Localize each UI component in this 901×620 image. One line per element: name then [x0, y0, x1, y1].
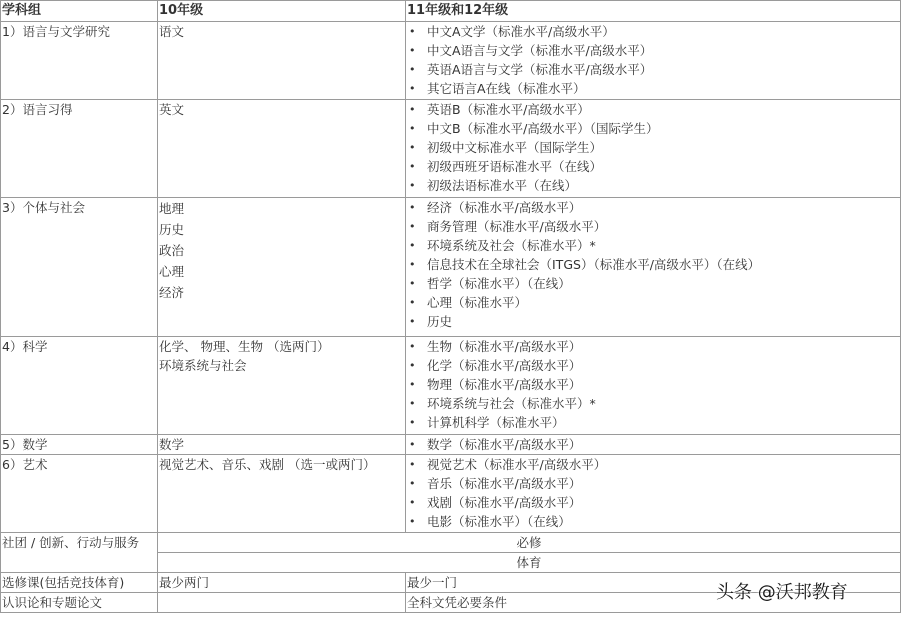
grade10-course: 地理 [159, 201, 185, 216]
cas-required: 必修 [158, 533, 901, 553]
list-item: • 初级中文标准水平（国际学生） [407, 138, 899, 157]
list-item: • 哲学（标准水平）（在线） [407, 274, 899, 293]
grade10-course: 政治 [159, 243, 185, 258]
elective-grade1112: 最少一门 [406, 573, 901, 593]
grade10-course: 经济 [159, 285, 185, 300]
pe-cell: 体育 [158, 553, 901, 573]
grade10-course: 数学 [159, 437, 185, 452]
list-item: • 信息技术在全球社会（ITGS）（标准水平/高级水平）（在线） [407, 255, 899, 274]
grade10-cell [158, 22, 406, 100]
watermark: 头条 @沃邦教育 [716, 582, 848, 603]
header-subject-group: 学科组 [1, 1, 158, 22]
grade1112-cell [406, 455, 901, 533]
list-item: • 商务管理（标准水平/高级水平） [407, 217, 899, 236]
list-item: • 其它语言A在线（标准水平） [407, 79, 899, 98]
grade10-cell [158, 455, 406, 533]
list-item: • 经济（标准水平/高级水平） [407, 198, 899, 217]
grade10-cell [158, 100, 406, 198]
list-item: • 心理（标准水平） [407, 293, 899, 312]
cas-label: 社团 / 创新、行动与服务 [1, 533, 158, 573]
grade10-cell [158, 198, 406, 337]
grade10-course: 语文 [159, 24, 185, 39]
tok-label: 认识论和专题论文 [1, 593, 158, 613]
table-row [1, 22, 901, 100]
list-item: • 中文A语言与文学（标准水平/高级水平） [407, 41, 899, 60]
tok-grade10 [158, 593, 406, 613]
list-item: • 中文A文学（标准水平/高级水平） [407, 22, 899, 41]
list-item: • 英语A语言与文学（标准水平/高级水平） [407, 60, 899, 79]
subject-group-cell: 2）语言习得 [1, 100, 158, 198]
list-item: • 英语B（标准水平/高级水平） [407, 100, 899, 119]
subject-group-cell: 4）科学 [1, 337, 158, 435]
table-row [1, 100, 901, 198]
grade10-course: 视觉艺术、音乐、戏剧 （选一或两门） [159, 457, 376, 472]
list-item: • 中文B（标准水平/高级水平）（国际学生） [407, 119, 899, 138]
table-row [1, 337, 901, 435]
grade10-course: 环境系统与社会 [159, 358, 247, 373]
table-row [1, 198, 901, 337]
grade10-cell [158, 435, 406, 455]
header-grade-10: 10年级 [158, 1, 406, 22]
table-row [1, 455, 901, 533]
subject-group-cell: 1）语言与文学研究 [1, 22, 158, 100]
grade1112-cell [406, 435, 901, 455]
list-item: • 物理（标准水平/高级水平） [407, 375, 899, 394]
elective-label: 选修课(包括竞技体育) [1, 573, 158, 593]
grade10-course: 历史 [159, 222, 185, 237]
list-item: • 音乐（标准水平/高级水平） [407, 474, 899, 493]
list-item: • 化学（标准水平/高级水平） [407, 356, 899, 375]
header-grade-11-12: 11年级和12年级 [406, 1, 901, 22]
list-item: • 历史 [407, 312, 899, 331]
grade1112-cell [406, 100, 901, 198]
grade10-cell [158, 337, 406, 435]
list-item: • 电影（标准水平）（在线） [407, 512, 899, 531]
list-item: • 戏剧（标准水平/高级水平） [407, 493, 899, 512]
grade10-course: 化学、 物理、生物 （选两门） [159, 339, 330, 354]
elective-grade10: 最少两门 [158, 573, 406, 593]
list-item: • 生物（标准水平/高级水平） [407, 337, 899, 356]
list-item: • 环境系统及社会（标准水平）* [407, 236, 899, 255]
grade1112-cell [406, 337, 901, 435]
grade10-course: 心理 [159, 264, 185, 279]
subject-group-cell: 6）艺术 [1, 455, 158, 533]
subject-group-cell: 3）个体与社会 [1, 198, 158, 337]
list-item: • 初级法语标准水平（在线） [407, 176, 899, 195]
grade1112-cell [406, 22, 901, 100]
list-item: • 视觉艺术（标准水平/高级水平） [407, 455, 899, 474]
tok-grade1112: 全科文凭必要条件 [406, 593, 901, 613]
grade1112-cell [406, 198, 901, 337]
header-row [1, 1, 901, 22]
list-item: • 数学（标准水平/高级水平） [407, 435, 899, 454]
subject-group-cell: 5）数学 [1, 435, 158, 455]
cas-row [1, 533, 901, 553]
table-row [1, 435, 901, 455]
grade10-course: 英文 [159, 102, 185, 117]
list-item: • 计算机科学（标准水平） [407, 413, 899, 432]
list-item: • 环境系统与社会（标准水平）* [407, 394, 899, 413]
list-item: • 初级西班牙语标准水平（在线） [407, 157, 899, 176]
